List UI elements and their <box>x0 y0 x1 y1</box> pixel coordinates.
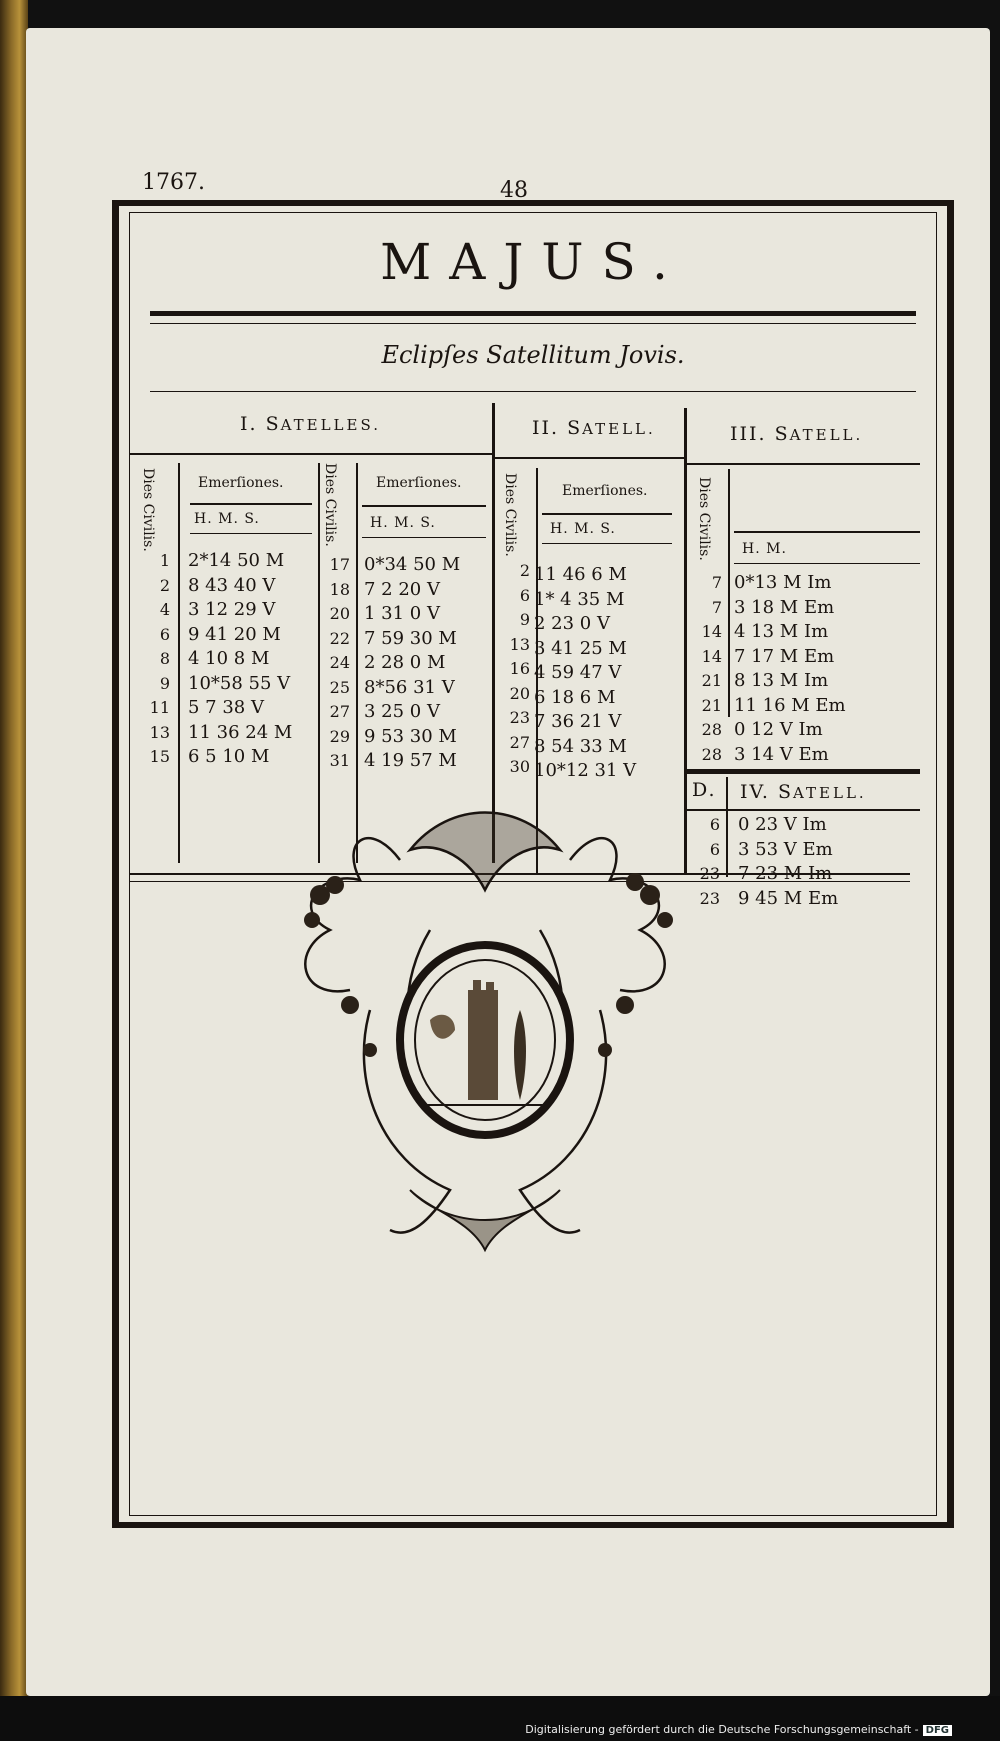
sat3-day: 7 <box>711 597 722 617</box>
sat2-time: 7 36 21 V <box>534 711 622 732</box>
sat3-heading-rule <box>686 463 920 465</box>
sat1-day: 6 <box>159 624 170 644</box>
title-rule-thin <box>150 323 916 324</box>
sat2-time: 8 54 33 M <box>534 735 627 757</box>
sat1b-times <box>364 553 460 774</box>
sat3-days-divider <box>728 469 730 717</box>
sat1-emersiones-rule <box>190 503 312 505</box>
sat3-days <box>692 571 722 767</box>
sat2-days <box>500 559 530 780</box>
sat4-top-rule <box>686 769 920 774</box>
sat2-time: 11 46 6 M <box>534 564 627 585</box>
sat1b-day: 25 <box>329 677 350 697</box>
sat2-day: 16 <box>509 659 530 678</box>
page-year: 1767. <box>142 170 205 195</box>
sat1-emersiones-label: Emerſiones. <box>198 475 284 491</box>
sat3-dies-label: Dies Civilis. <box>696 477 712 561</box>
sat1-time: 9 41 20 M <box>188 623 281 645</box>
sat4-heading-rule <box>686 809 920 811</box>
sat1-day: 11 <box>149 698 170 717</box>
sat1b-time: 7 59 30 M <box>364 627 457 649</box>
sat4-days-divider <box>726 777 728 877</box>
sat2-heading: II. SATELL. <box>532 417 656 439</box>
sat1b-time: 4 19 57 M <box>364 750 457 771</box>
sat1-day: 4 <box>159 600 170 619</box>
sat3-time: 7 17 M Em <box>734 645 835 667</box>
sat1b-day: 31 <box>329 751 350 770</box>
sat4-day: 6 <box>709 839 720 859</box>
sat1-time: 10*58 55 V <box>188 672 291 694</box>
sat1b-day: 22 <box>329 628 350 648</box>
sat3-day: 28 <box>701 744 722 764</box>
sat1-days-divider <box>178 463 180 863</box>
sat3-day: 28 <box>701 720 722 739</box>
sat1-hms-label: H. M. S. <box>194 511 260 527</box>
sat1-day: 1 <box>159 551 170 570</box>
sat2-heading-rule <box>494 457 684 459</box>
sat3-times <box>734 571 846 767</box>
sat1-time: 2*14 50 M <box>188 550 285 571</box>
month-title: MAJUS. <box>380 233 686 291</box>
sat3-day: 21 <box>701 671 722 690</box>
sat3-hm-rule-top <box>734 531 920 533</box>
sat3-time: 8 13 M Im <box>734 670 829 691</box>
sat1-time: 6 5 10 M <box>188 746 270 767</box>
sat1-day: 8 <box>159 649 170 668</box>
sat3-time: 11 16 M Em <box>734 694 846 716</box>
sat2-time: 3 41 25 M <box>534 637 627 659</box>
sat1b-time: 1 31 0 V <box>364 603 440 624</box>
sat1-time: 3 12 29 V <box>188 599 276 620</box>
sat1-day: 13 <box>149 722 170 742</box>
sat2-day: 27 <box>509 732 530 752</box>
title-rule <box>150 311 916 316</box>
sat2-day: 6 <box>519 585 530 605</box>
sat1b-hms-rule <box>362 537 486 538</box>
sat1b-day: 20 <box>329 604 350 623</box>
sat1-day: 2 <box>159 575 170 595</box>
sat3-day: 14 <box>701 646 722 666</box>
sat1-day: 9 <box>159 673 170 693</box>
sat3-hm-label: H. M. <box>742 541 787 557</box>
sat4-day: 6 <box>709 815 720 834</box>
sat1b-day: 24 <box>329 653 350 672</box>
sat1b-time: 8*56 31 V <box>364 676 455 698</box>
sat3-heading: III. SATELL. <box>730 423 864 445</box>
sat4-time: 9 45 M Em <box>738 887 839 909</box>
sat1-heading: I. SATELLES. <box>240 413 381 435</box>
sat1b-time: 7 2 20 V <box>364 578 440 600</box>
sat1-times <box>188 549 292 770</box>
sat2-day: 13 <box>509 634 530 654</box>
sat2-time: 4 59 47 V <box>534 662 622 683</box>
sat3-day: 21 <box>701 695 722 715</box>
sat2-times <box>534 563 636 784</box>
sat2-time: 10*12 31 V <box>534 760 637 781</box>
sat4-day: 23 <box>699 888 720 908</box>
sat4-times <box>738 813 838 911</box>
sat3-day: 7 <box>711 573 722 592</box>
sat3-day: 14 <box>701 622 722 641</box>
credit-text: Digitalisierung gefördert durch die Deutsche Forschungsgemeinschaft - <box>525 1723 919 1736</box>
sat4-time: 3 53 V Em <box>738 838 833 860</box>
sat4-day: 23 <box>699 864 720 883</box>
sat3-hm-rule <box>734 563 920 564</box>
table-subtitle: Eclipſes Satellitum Jovis. <box>381 341 685 369</box>
ornament-vignette-icon <box>250 800 720 1260</box>
sat2-time: 6 18 6 M <box>534 686 616 708</box>
sat1-time: 5 7 38 V <box>188 697 264 718</box>
sat3-time: 4 13 M Im <box>734 621 829 642</box>
dfg-logo: DFG <box>923 1725 952 1736</box>
sat3-time: 0 12 V Im <box>734 719 823 740</box>
book-spine <box>0 0 28 1741</box>
sat1-hms-rule <box>190 533 312 534</box>
sat1-time: 11 36 24 M <box>188 721 293 743</box>
sat4-time: 0 23 V Im <box>738 814 827 835</box>
sat3-time: 0*13 M Im <box>734 572 832 593</box>
page-number: 48 <box>500 178 528 203</box>
sat1-dies-label: Dies Civilis. <box>140 468 156 552</box>
sat1b-day: 27 <box>329 702 350 721</box>
sat1-day: 15 <box>149 747 170 766</box>
sat3-time: 3 18 M Em <box>734 596 835 618</box>
sat2-day: 2 <box>519 561 530 580</box>
sat2-dies-label: Dies Civilis. <box>502 473 518 557</box>
sat4-heading: IV. SATELL. <box>740 781 867 803</box>
sat1-days <box>144 549 170 770</box>
sat2-day: 20 <box>509 683 530 703</box>
sat1-time: 4 10 8 M <box>188 648 270 669</box>
sat2-day: 23 <box>509 708 530 727</box>
sat1b-time: 3 25 0 V <box>364 701 440 722</box>
subtitle-rule <box>150 391 916 392</box>
sat1b-day: 29 <box>329 726 350 746</box>
sat4-d-label: D. <box>692 779 717 801</box>
sat1-time: 8 43 40 V <box>188 574 276 596</box>
sat3-time: 3 14 V Em <box>734 743 829 765</box>
sat2-emersiones-label: Emerſiones. <box>562 483 648 499</box>
sat1b-time: 2 28 0 M <box>364 652 446 673</box>
sat1b-days <box>320 553 350 774</box>
sat1b-day: 18 <box>329 579 350 599</box>
sat2-day: 30 <box>509 757 530 776</box>
digitization-credit <box>525 1723 952 1736</box>
sat2-emersiones-rule <box>542 513 672 515</box>
sat1b-emersiones-rule <box>362 505 486 507</box>
sat1b-dies-label: Dies Civilis. <box>322 463 338 547</box>
sat1b-time: 9 53 30 M <box>364 725 457 747</box>
sat1-heading-rule <box>130 453 492 455</box>
sat2-hms-rule <box>542 543 672 544</box>
sat2-day: 9 <box>519 610 530 629</box>
sat2-hms-label: H. M. S. <box>550 521 616 537</box>
divider-sat1-sat2 <box>492 403 495 863</box>
sat1b-hms-label: H. M. S. <box>370 515 436 531</box>
sat1b-emersiones-label: Emerſiones. <box>376 475 462 491</box>
sat1b-time: 0*34 50 M <box>364 554 461 575</box>
sat1b-day: 17 <box>329 555 350 574</box>
sat2-time: 1* 4 35 M <box>534 588 625 610</box>
sat4-time: 7 23 M Im <box>738 863 833 884</box>
sat2-time: 2 23 0 V <box>534 613 610 634</box>
